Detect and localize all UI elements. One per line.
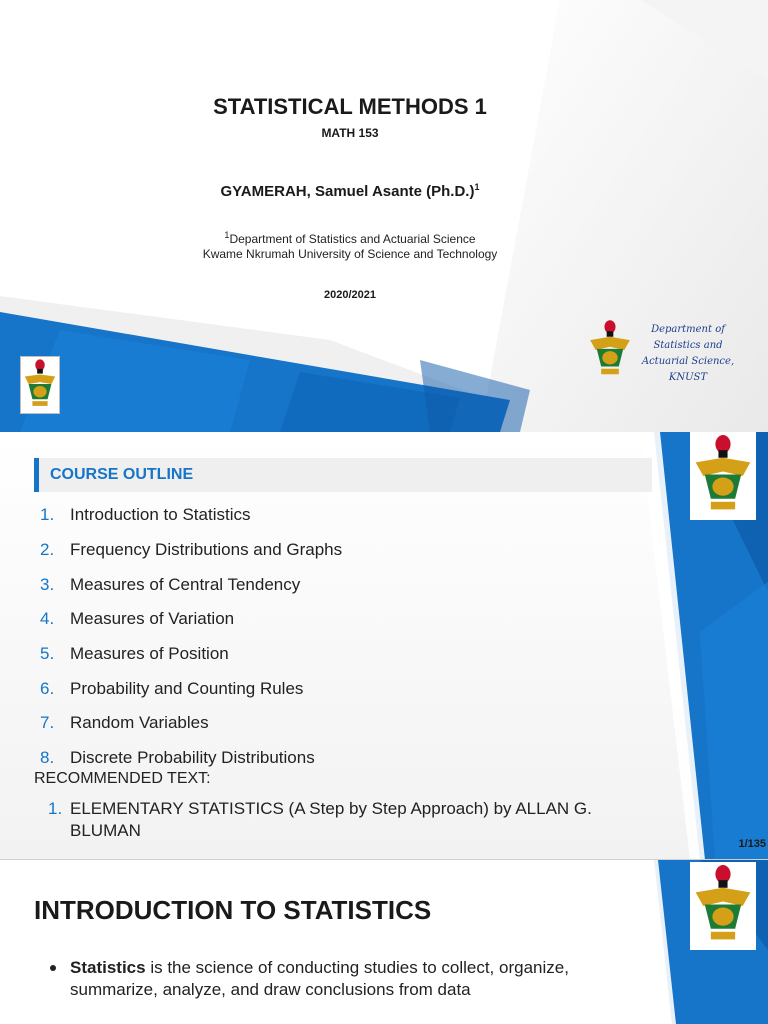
list-item-label: Measures of Variation xyxy=(70,609,235,629)
list-item-label: Measures of Central Tendency xyxy=(70,574,301,594)
list-item-number: 3. xyxy=(40,574,55,594)
intro-title: INTRODUCTION TO STATISTICS xyxy=(34,895,432,925)
list-item-label: Measures of Position xyxy=(70,644,229,664)
recommended-text-heading: RECOMMENDED TEXT: xyxy=(34,770,211,787)
knust-crest-logo-outline xyxy=(690,432,756,520)
list-item-number: 6. xyxy=(40,678,55,698)
course-outline-list xyxy=(40,498,342,776)
knust-crest-logo-small xyxy=(20,356,60,414)
department-logo-line: Actuarial Science, xyxy=(641,356,735,367)
bullet-term: Statistics xyxy=(70,958,146,977)
list-item-label: ELEMENTARY STATISTICS (A Step by Step Approach) by ALLAN G. BLUMAN xyxy=(70,799,592,840)
list-item-label: Discrete Probability Distributions xyxy=(70,748,315,768)
bullet-dot-icon xyxy=(50,965,56,971)
header-accent-bar xyxy=(34,458,39,492)
knust-crest-icon xyxy=(584,318,636,382)
department-name xyxy=(0,230,700,246)
knust-crest-icon xyxy=(690,862,756,950)
department-logo-line: KNUST xyxy=(668,372,708,383)
author-name-text: GYAMERAH, Samuel Asante (Ph.D.) xyxy=(220,183,475,200)
list-item xyxy=(40,602,342,637)
author-affiliation-mark: 1 xyxy=(474,182,480,192)
bullet-item xyxy=(50,957,630,1001)
list-item-label: Probability and Counting Rules xyxy=(70,678,304,698)
course-code: MATH 153 xyxy=(321,126,379,140)
list-item-number: 1. xyxy=(48,799,63,818)
department-crest-logo xyxy=(584,318,636,382)
list-item-label: Random Variables xyxy=(70,713,209,733)
list-item-label: Introduction to Statistics xyxy=(70,505,251,525)
presentation-title: STATISTICAL METHODS 1 xyxy=(213,94,487,119)
knust-crest-logo-intro xyxy=(690,862,756,950)
list-item xyxy=(40,498,342,533)
bullet-definition: is the science of conducting studies to collect, organize, summarize, analyze, and draw conclusions from data xyxy=(70,958,569,999)
list-item-number: 4. xyxy=(40,609,55,629)
knust-crest-icon xyxy=(21,357,59,413)
department-name-text: Department of Statistics and Actuarial Science xyxy=(229,232,476,246)
list-item xyxy=(40,533,342,568)
list-item-number: 7. xyxy=(40,713,55,733)
university-name: Kwame Nkrumah University of Science and Technology xyxy=(202,247,498,261)
department-logo-line: Department of xyxy=(651,324,725,335)
list-item xyxy=(40,567,342,602)
course-outline-header xyxy=(34,458,652,492)
list-item-number: 2. xyxy=(40,540,55,560)
list-item-label: Frequency Distributions and Graphs xyxy=(70,540,343,560)
list-item-number: 1. xyxy=(40,505,55,525)
department-logo-line: Statistics and xyxy=(653,340,723,351)
department-affiliation-mark: 1 xyxy=(224,230,230,240)
list-item xyxy=(48,798,648,842)
recommended-text-list xyxy=(48,798,648,842)
course-outline-title: COURSE OUTLINE xyxy=(50,466,194,483)
knust-crest-icon xyxy=(690,432,756,520)
academic-year: 2020/2021 xyxy=(324,289,376,301)
page-number: 1/135 xyxy=(738,838,766,850)
author-name xyxy=(0,182,700,200)
bullet-text xyxy=(70,957,630,1001)
department-logo-text xyxy=(636,322,740,386)
list-item xyxy=(40,671,342,706)
title-slide xyxy=(0,0,768,432)
list-item xyxy=(40,637,342,672)
list-item-number: 8. xyxy=(40,748,55,768)
list-item xyxy=(40,706,342,741)
list-item-number: 5. xyxy=(40,644,55,664)
